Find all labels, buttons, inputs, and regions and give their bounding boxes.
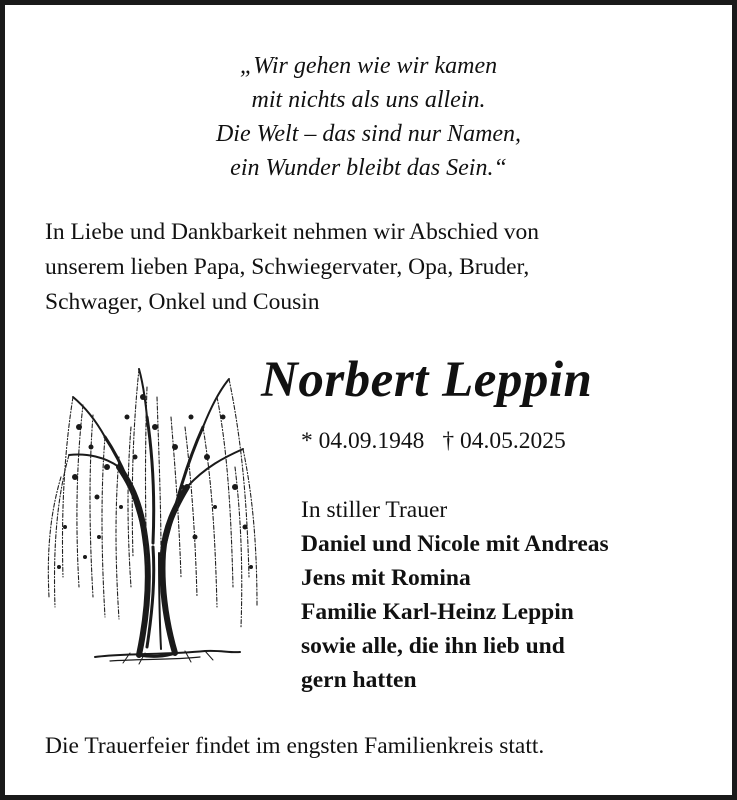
- funeral-note: Die Trauerfeier findet im engsten Familienkreis statt.: [45, 733, 545, 759]
- mourning-heading: In stiller Trauer: [301, 497, 448, 523]
- quote-line: „Wir gehen wie wir kamen: [239, 53, 498, 79]
- farewell-line: Schwager, Onkel und Cousin: [45, 289, 320, 315]
- death-date: † 04.05.2025: [442, 428, 566, 454]
- quote-line: mit nichts als uns allein.: [251, 87, 486, 113]
- mourner-line: gern hatten: [301, 667, 417, 693]
- weeping-willow-icon: [35, 357, 271, 677]
- birth-date: * 04.09.1948: [301, 428, 425, 454]
- poem-quote: [5, 49, 732, 185]
- mourner-line: Jens mit Romina: [301, 565, 471, 591]
- farewell-line: In Liebe und Dankbarkeit nehmen wir Abschied von: [45, 219, 540, 245]
- mourners-block: [301, 493, 609, 697]
- mourner-line: sowie alle, die ihn lieb und: [301, 633, 565, 659]
- mourner-line: Daniel und Nicole mit Andreas: [301, 531, 609, 557]
- quote-line: Die Welt – das sind nur Namen,: [215, 121, 522, 147]
- mourner-line: Familie Karl-Heinz Leppin: [301, 599, 574, 625]
- deceased-name: Norbert Leppin: [261, 352, 593, 408]
- quote-line: ein Wunder bleibt das Sein.“: [230, 155, 507, 181]
- farewell-line: unserem lieben Papa, Schwiegervater, Opa, Bruder,: [45, 254, 530, 280]
- life-dates: [301, 428, 566, 455]
- farewell-text: [45, 215, 705, 320]
